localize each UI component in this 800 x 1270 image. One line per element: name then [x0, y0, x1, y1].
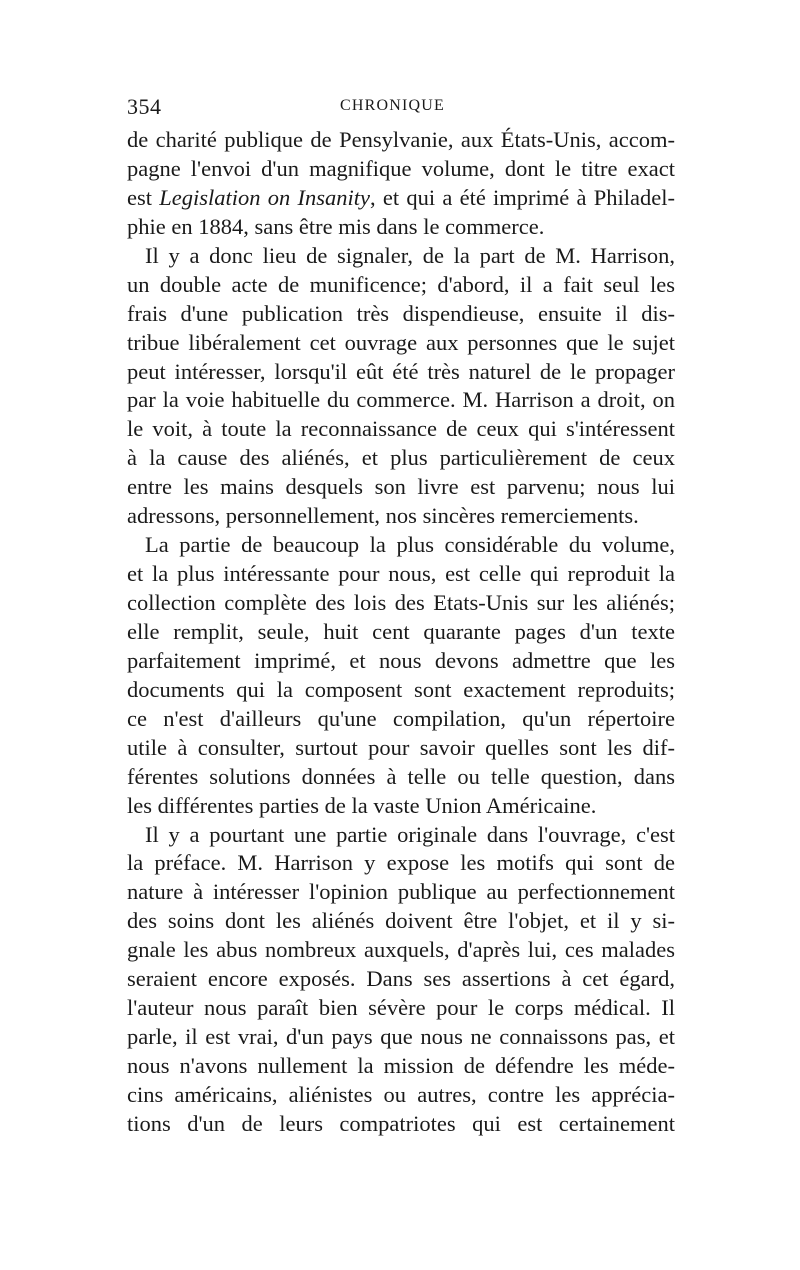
- text-line: Il y a donc lieu de signaler, de la part de M. Harrison,: [145, 242, 675, 268]
- text-line: pagne l'envoi d'un magnifique volume, dont le titre exact: [127, 155, 675, 181]
- text-line: férentes solutions données à telle ou telle question, dans: [127, 763, 675, 789]
- text-line: par la voie habituelle du commerce. M. Harrison a droit, on: [127, 387, 675, 413]
- text-line: tions d'un de leurs compatriotes qui est certainement: [127, 1110, 675, 1136]
- text-line: entre les mains desquels son livre est parvenu; nous lui: [127, 474, 675, 500]
- text-line-with-title: est Legislation on Insanity, et qui a été imprimé à Philadel-: [127, 184, 675, 210]
- text-line: la préface. M. Harrison y expose les motifs qui sont de: [127, 850, 675, 876]
- text-line: des soins dont les aliénés doivent être l'objet, et il y si-: [127, 908, 675, 934]
- text-line: nous n'avons nullement la mission de défendre les méde-: [127, 1053, 675, 1078]
- text-line: ce n'est d'ailleurs qu'une compilation, qu'un répertoire: [127, 705, 675, 731]
- text-line: un double acte de munificence; d'abord, il a fait seul les: [127, 271, 675, 297]
- text-line: gnale les abus nombreux auxquels, d'après lui, ces malades: [127, 937, 675, 963]
- text-line: cins américains, aliénistes ou autres, contre les apprécia-: [127, 1081, 675, 1107]
- text-line: frais d'une publication très dispendieuse, ensuite il dis-: [127, 300, 675, 326]
- page-header: [127, 94, 675, 124]
- text-line: et la plus intéressante pour nous, est celle qui reproduit la: [127, 561, 675, 587]
- text-line: peut intéresser, lorsqu'il eût été très naturel de le propager: [127, 358, 675, 384]
- text-line: adressons, personnellement, nos sincères remerciements.: [127, 503, 639, 529]
- text-line: documents qui la composent sont exactement reproduits;: [127, 676, 675, 702]
- text-line: La partie de beaucoup la plus considérable du volume,: [145, 532, 675, 558]
- text-line: seraient encore exposés. Dans ses assertions à cet égard,: [127, 966, 675, 992]
- text-line: les différentes parties de la vaste Union Américaine.: [127, 792, 597, 818]
- text-line: elle remplit, seule, huit cent quarante pages d'un texte: [127, 618, 675, 644]
- text-line: à la cause des aliénés, et plus particulièrement de ceux: [127, 445, 675, 471]
- text-line: le voit, à toute la reconnaissance de ceux qui s'intéressent: [127, 416, 675, 442]
- text-line: parfaitement imprimé, et nous devons admettre que les: [127, 647, 675, 673]
- running-head: CHRONIQUE: [340, 97, 446, 114]
- page-number: 354: [127, 94, 162, 119]
- text-line: tribue libéralement cet ouvrage aux personnes que le sujet: [127, 329, 675, 355]
- text-line: parle, il est vrai, d'un pays que nous ne connaissons pas, et: [127, 1024, 675, 1050]
- text-line: de charité publique de Pensylvanie, aux États-Unis, accom-: [127, 127, 675, 152]
- text-line: collection complète des lois des Etats-Unis sur les aliénés;: [127, 590, 675, 615]
- text-line: utile à consulter, surtout pour savoir quelles sont les dif-: [127, 734, 675, 760]
- book-title: Legislation on Insanity: [159, 184, 370, 210]
- text-line: l'auteur nous paraît bien sévère pour le corps médical. Il: [127, 995, 675, 1021]
- body-text: [127, 126, 675, 1139]
- text-line: Il y a pourtant une partie originale dans l'ouvrage, c'est: [145, 821, 675, 847]
- text-line: nature à intéresser l'opinion publique au perfectionnement: [127, 879, 675, 905]
- text-line: phie en 1884, sans être mis dans le commerce.: [127, 213, 545, 239]
